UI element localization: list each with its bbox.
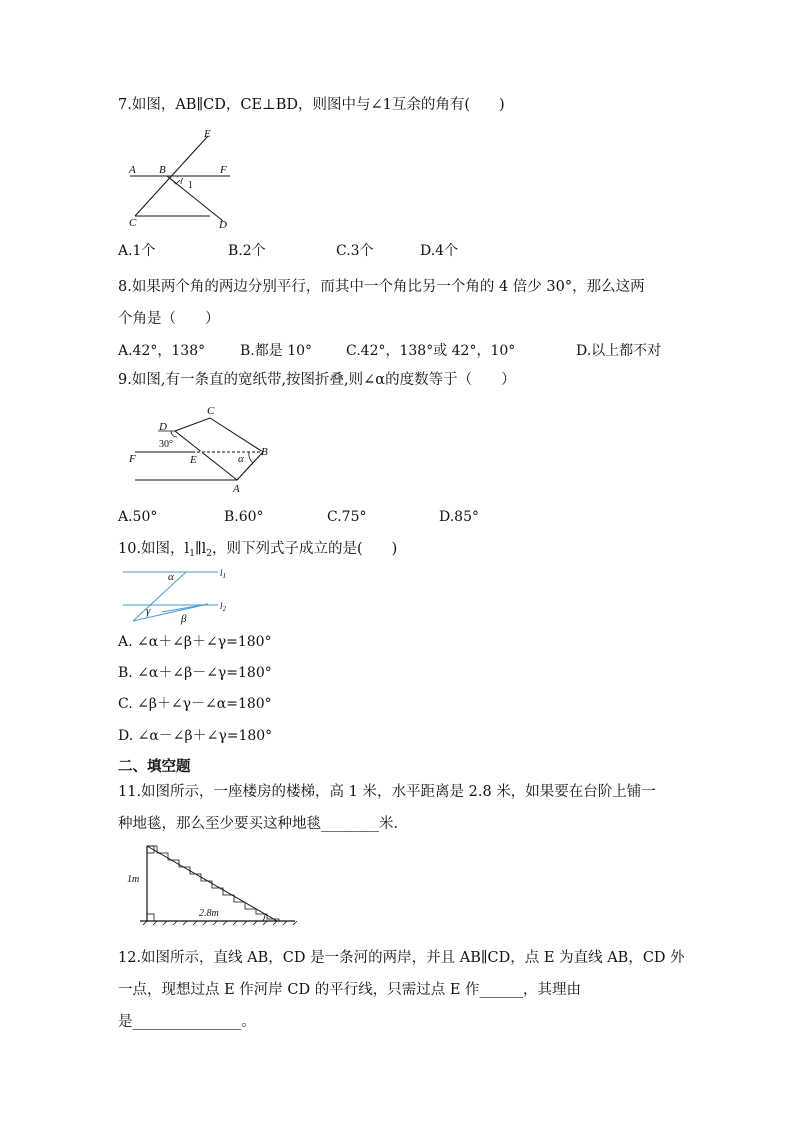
q8-option-a: A.42°，138° xyxy=(118,343,206,359)
q7-option-c: C.3个 xyxy=(336,243,374,259)
q9-figure xyxy=(125,400,285,500)
q10-label-beta: β xyxy=(181,613,187,625)
q10-option-a: A. ∠α＋∠β＋∠γ=180° xyxy=(118,634,272,650)
q9-option-b: B.60° xyxy=(224,509,264,525)
q9-label-c: C xyxy=(207,405,215,417)
section-heading: 二、填空题 xyxy=(118,759,191,775)
q10-label-gamma: γ xyxy=(146,605,151,617)
q11-figure xyxy=(125,842,305,934)
q10-stem: 10.如图，$l_1\parallel l_2$，则下列式子成立的是( ) xyxy=(118,541,398,559)
q7-label-1: 1 xyxy=(188,180,193,191)
q10-option-d: D. ∠α－∠β＋∠γ=180° xyxy=(118,728,273,744)
q8-option-b: B.都是 10° xyxy=(240,343,313,359)
q10-figure xyxy=(118,566,238,628)
q11-label-height: 1m xyxy=(127,874,140,885)
q9-option-a: A.50° xyxy=(118,509,158,525)
q7-label-f: F xyxy=(220,164,227,176)
q7-label-d: D xyxy=(219,219,227,231)
q12-stem-line1: 12.如图所示，直线 AB，CD 是一条河的两岸，并且 AB∥CD，点 E 为直线 AB，CD 外 xyxy=(118,950,685,966)
q7-figure xyxy=(125,128,235,234)
q9-label-b: B xyxy=(261,446,268,458)
q10-label-l2: $l_2$ xyxy=(220,601,227,613)
q10-label-alpha: α xyxy=(168,571,174,583)
q9-option-d: D.85° xyxy=(439,509,479,525)
q7-label-a: A xyxy=(129,164,136,176)
q11-stem-line1: 11.如图所示，一座楼房的楼梯，高 1 米，水平距离是 2.8 米，如果要在台阶上铺一 xyxy=(118,784,656,800)
q12-stem-line3: 是_______________。 xyxy=(118,1014,256,1030)
q12-stem-line2: 一点，现想过点 E 作河岸 CD 的平行线，只需过点 E 作______，其理由 xyxy=(118,982,582,998)
q8-option-d: D.以上都不对 xyxy=(576,343,662,359)
q9-option-c: C.75° xyxy=(327,509,367,525)
q7-label-b: B xyxy=(159,164,166,176)
q8-option-c: C.42°，138°或 42°，10° xyxy=(346,343,516,359)
q10-option-b: B. ∠α＋∠β－∠γ=180° xyxy=(118,665,272,681)
q9-label-e: E xyxy=(190,454,197,466)
q8-stem-line2: 个角是（ ） xyxy=(118,311,220,327)
q9-stem: 9.如图,有一条直的宽纸带,按图折叠,则∠α的度数等于（ ） xyxy=(118,372,516,388)
q11-stem-line2: 种地毯，那么至少要买这种地毯________米. xyxy=(118,816,399,832)
q7-label-e: E xyxy=(204,128,211,140)
q11-label-width: 2.8m xyxy=(199,908,219,919)
q10-option-c: C. ∠β＋∠γ－∠α=180° xyxy=(118,696,272,712)
q9-label-a: A xyxy=(233,483,240,495)
q7-option-d: D.4个 xyxy=(420,243,459,259)
q7-label-c: C xyxy=(129,217,137,229)
q7-option-b: B.2个 xyxy=(228,243,266,259)
q10-label-l1: $l_1$ xyxy=(220,568,227,580)
q9-label-angle: 30° xyxy=(159,439,173,450)
q9-label-d: D xyxy=(159,421,167,433)
q9-label-f: F xyxy=(129,453,136,465)
q9-label-alpha: α xyxy=(238,453,244,465)
q7-option-a: A.1个 xyxy=(118,243,156,259)
q7-stem: 7.如图，AB∥CD，CE⊥BD，则图中与∠1互余的角有( ) xyxy=(118,97,505,113)
q8-stem-line1: 8.如果两个角的两边分别平行，而其中一个角比另一个角的 4 倍少 30°，那么这两 xyxy=(118,279,645,295)
